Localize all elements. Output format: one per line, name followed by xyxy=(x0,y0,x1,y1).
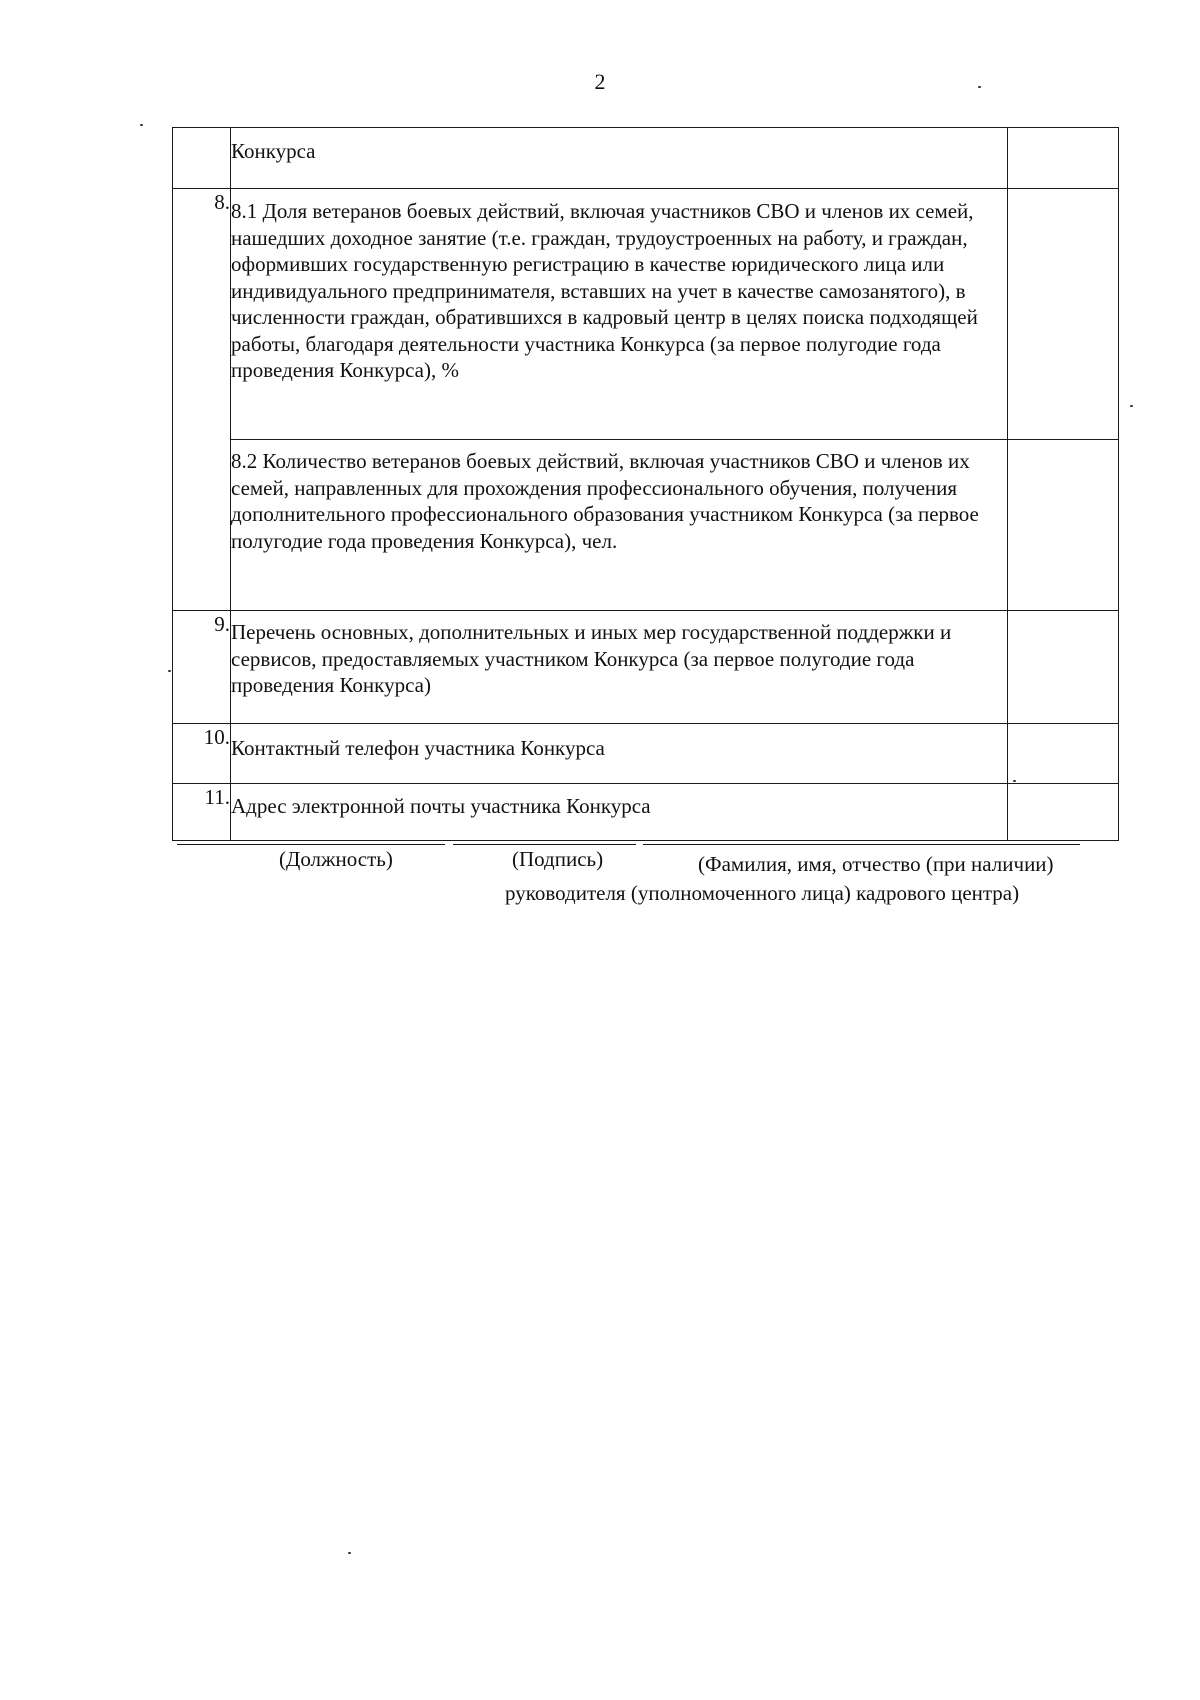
name-label: (Фамилия, имя, отчество (при наличии) xyxy=(698,852,1054,876)
row-value-cell xyxy=(1008,189,1119,440)
table-row xyxy=(173,784,1119,841)
row-number: 8. xyxy=(173,189,231,611)
scan-speck xyxy=(978,86,981,88)
row-number: 11. xyxy=(173,784,231,841)
row-value-cell xyxy=(1008,724,1119,784)
row-value-cell xyxy=(1008,611,1119,724)
page-number: 2 xyxy=(594,69,606,94)
position-label: (Должность) xyxy=(279,847,393,871)
row-number: 9. xyxy=(173,611,231,724)
row-description: Контактный телефон участника Конкурса xyxy=(231,724,1008,784)
table-row xyxy=(173,189,1119,440)
row-value-cell xyxy=(1008,784,1119,841)
scan-speck xyxy=(168,670,171,672)
signature-line xyxy=(453,844,636,845)
name-signature-line xyxy=(643,844,1080,845)
name-label-continued: руководителя (уполномоченного лица) кадрового центра) xyxy=(505,881,1020,905)
row-number: 10. xyxy=(173,724,231,784)
scan-speck xyxy=(1130,405,1133,407)
row-description: Перечень основных, дополнительных и иных мер государственной поддержки и сервисов, предоставляемых участником Конкурса (за первое полугодие года проведения Конкурса) xyxy=(231,611,1008,724)
table-row xyxy=(173,724,1119,784)
table-row xyxy=(173,611,1119,724)
scan-speck xyxy=(348,1552,351,1554)
table-row xyxy=(173,128,1119,189)
row-description: Конкурса xyxy=(231,128,1008,189)
signature-label: (Подпись) xyxy=(512,847,604,871)
row-description: Адрес электронной почты участника Конкурса xyxy=(231,784,1008,841)
row-description: 8.1 Доля ветеранов боевых действий, включая участников СВО и членов их семей, нашедших доходное занятие (т.е. граждан, трудоустроенных на работу, и граждан, оформивших государственную регистрацию в качестве юридического лица или индивидуального предпринимателя, вставших на учет в качестве самозанятого), в численности граждан, обратившихся в кадровый центр в целях поиска подходящей работы, благодаря деятельности участника Конкурса (за первое полугодие года проведения Конкурса), % xyxy=(231,189,1008,440)
row-number xyxy=(173,128,231,189)
indicators-table xyxy=(172,127,1119,841)
table-row xyxy=(173,440,1119,611)
row-value-cell xyxy=(1008,440,1119,611)
row-description: 8.2 Количество ветеранов боевых действий, включая участников СВО и членов их семей, направленных для прохождения профессионального обучения, получения дополнительного профессионального образования участником Конкурса (за первое полугодие года проведения Конкурса), чел. xyxy=(231,440,1008,611)
row-value-cell xyxy=(1008,128,1119,189)
position-signature-line xyxy=(177,844,445,845)
scan-speck xyxy=(140,124,143,126)
